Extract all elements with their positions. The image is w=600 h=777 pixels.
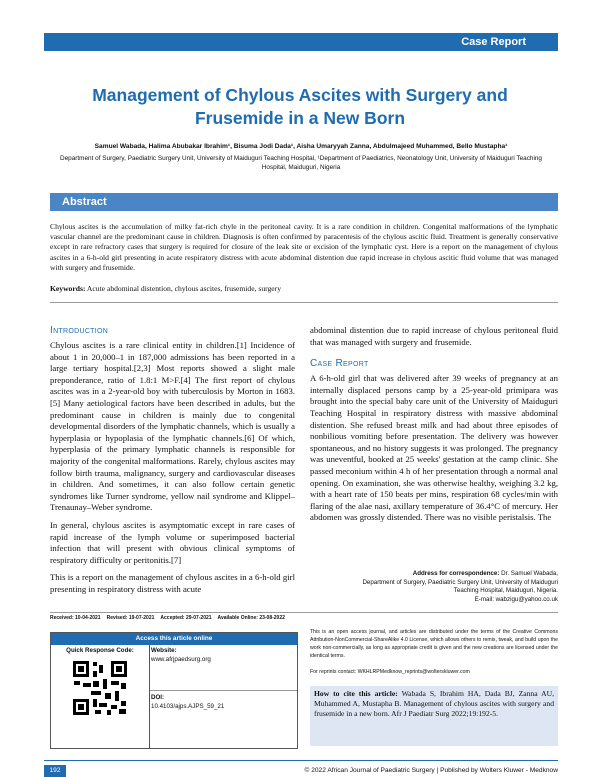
article-type-banner: Case Report [44,33,558,51]
qr-label: Quick Response Code: [66,647,134,654]
citation-box [310,686,558,746]
revised-date: Revised: 19-07-2021 [106,615,155,621]
correspondence-block [322,570,558,604]
citation-body: Wabada S, Ibrahim HA, Dada BJ, Zanna AU, Muhammed A, Mustapha B. Management of chylous ascites with surgery and frusemide in a new born. Afr J Paediatr Surg 2022;19:192-5. [314,689,554,718]
keywords-list: Acute abdominal distention, chylous ascites, frusemide, surgery [85,284,282,293]
case-report-body [310,373,558,524]
keywords [50,284,558,294]
doi-link[interactable]: 10.4103/ajps.AJPS_59_21 [151,702,225,710]
available-date: Available Online: 23-08-2022 [217,615,285,621]
website-cell [151,647,295,664]
correspondence-label: Address for correspondence: [412,570,500,577]
intro-paragraph: Chylous ascites is a rare clinical entity in children.[1] Incidence of about 1 in 20,000–1 in 187,000 admissions has been reported in a large tertiary hospital.[2,3] Most reports showed a slight male preponderance, ratio of 1.8:1 M>F.[4] The first report of chylous ascites was in a 2-year-old boy with tuberculosis by Morton in 1683.[5] Many aetiological factors have been described in adults, but the predominant cause in children is mainly due to congenital developmental disorders of the lymphatic channels, which is usually a hyperplasia or hypoplasia of the lymphatic channels.[6] Of which, hyperplasia of the primary lymphatic channels is responsible for majority of the congenital malformations. Rarely, chylous ascites may follow birth trauma, malignancy, surgery and cardiovascular diseases in children. And sometimes, it can also follow certain genetic syndromes like Turner syndrome, yellow nail syndrome and Klippel–Trenaunay–Weber syndrome. [50,340,295,513]
abstract-divider [50,302,558,303]
case-paragraph: A 6-h-old girl that was delivered after 39 weeks of pregnancy at an internally displaced persons camp by a 25-year-old primipara was brought into the special baby care unit of the University of Maiduguri Teaching Hospital in respiratory distress with massive abdominal distention. She refused breast milk and had about three episodes of nonbilious vomiting before presentation. The delivery was however spontaneous, and no history suggests it was prolonged. The pregnancy was uneventful, booked at 25 weeks' gestation at the camp clinic. She passed meconium within 4 h of her presentation through a normal anal opening. On examination, she was otherwise healthy, weighing 3.2 kg, with a heart rate of 150 beats per mins, respiration 68 cycles/min with flaring of the alae nasi, axillary temperature of 36.4°C of mercury. Her abdomen was grossly distended. There was no visible peristalsis. The [310,373,558,523]
citation-text [314,689,554,719]
accepted-date: Accepted: 29-07-2021 [160,615,212,621]
abstract-text: Chylous ascites is the accumulation of milky fat-rich chyle in the peritoneal cavity. It is a rare condition in children. Congenital malformations of the lymphatic vascular channel are the predominant cause in children. Diagnosis is often confirmed by paracentesis of the chylous ascitic fluid. Treatment is generally conservative except in rare refractory cases that surgery is required for closure of the leak site or excision of the lymphatic cyst. Here is a report on the management of chylous ascites in a 6-h-old girl presenting in acute respiratory distress with acute abdominal distention due rapid increase in chylous ascitic fluid volume that was managed with surgery and frusemide. [50,222,558,272]
correspondence-name: Dr. Samuel Wabada, [499,570,558,577]
doi-cell [151,694,295,711]
article-dates [50,615,310,621]
correspondence-institution: Teaching Hospital, Maiduguri, Nigeria. [453,587,558,594]
footer-rule [44,760,558,761]
author-list: Samuel Wabada, Halima Abubakar Ibrahim¹, Bisuma Jodi Dada¹, Aisha Umaryyah Zanna, Abdulmajeed Muhammed, Bello Mustapha¹ [94,143,508,150]
access-divider [150,690,297,691]
access-online-box [50,632,298,749]
dates-divider [50,612,558,613]
introduction-body [50,340,295,595]
access-heading: Access this article online [51,633,297,645]
license-text: This is an open access journal, and articles are distributed under the terms of the Creative Commons Attribution-NonCommercial-ShareAlike 4.0 License, which allows others to remix, tweak, and build upon the work non-commercially, as long as appropriate credit is given and the new creations are licensed under the identical terms. [310,629,558,659]
page-number: 192 [44,765,66,777]
correspondence-email[interactable]: E-mail: wabzigu@yahoo.co.uk [474,595,558,603]
case-report-heading: Case Report [310,358,369,370]
reprints-text: For reprints contact: WKHLRPMedknow_reprints@wolterskluwer.com [310,669,470,675]
right-column [310,325,558,530]
affiliation: Department of Surgery, Paediatric Surgery Unit, University of Maiduguri Teaching Hospital, ¹Department of Paediatrics, Neonatology Unit, University of Maiduguri Teaching Hospital, Maiduguri, Nigeria [59,155,542,171]
received-date: Received: 10-04-2021 [50,615,101,621]
qr-code-icon[interactable] [71,659,129,717]
introduction-heading: Introduction [50,325,109,336]
doi-label: DOI: [151,694,165,701]
intro-paragraph: In general, chylous ascites is asymptomatic except in rare cases of rapid increase of the lymph volume or superimposed bacterial infection that will present with obvious clinical symptoms of respiratory difficulty or peritonitis.[7] [50,519,295,565]
article-title: Management of Chylous Ascites with Surgery and Frusemide in a New Born [92,85,508,128]
correspondence-dept: Department of Surgery, Paediatric Surgery Unit, University of Maiduguri [362,578,558,586]
citation-label: How to cite this article: [314,689,398,698]
footer-copyright: © 2022 African Journal of Paediatric Surgery | Published by Wolters Kluwer - Medknow [304,767,558,774]
introduction-section [50,325,295,601]
website-label: Website: [151,647,177,654]
keywords-label: Keywords: [50,284,86,293]
website-link[interactable]: www.afrjpaedsurg.org [151,655,211,663]
qr-cell [51,645,150,748]
continued-text: abdominal distention due to rapid increase of chylous peritoneal fluid that was managed with surgery and frusemide. [310,325,558,347]
abstract-heading: Abstract [50,193,558,211]
intro-paragraph: This is a report on the management of chylous ascites in a 6-h-old girl presenting in respiratory distress with acute [50,572,295,594]
